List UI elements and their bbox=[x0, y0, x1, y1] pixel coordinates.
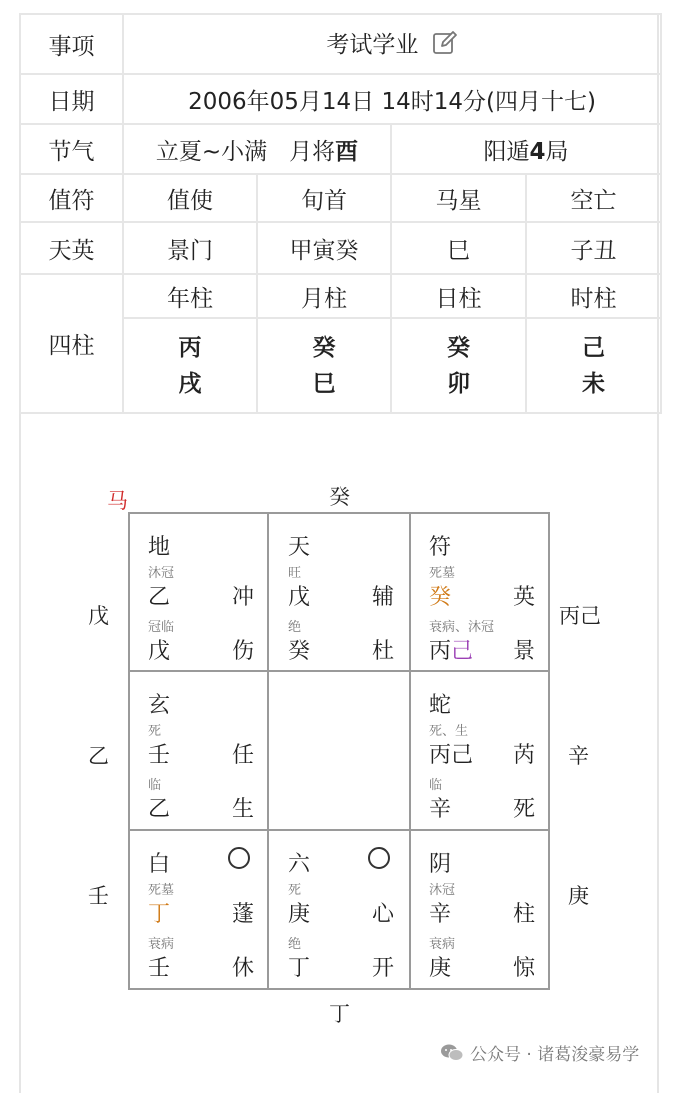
door-label: 伤 bbox=[231, 639, 254, 664]
star-label: 芮 bbox=[512, 743, 535, 768]
value-shixiang bbox=[123, 14, 661, 74]
ju-number: 4 bbox=[529, 138, 546, 165]
pillar-month bbox=[257, 318, 391, 413]
door-label: 生 bbox=[231, 797, 254, 822]
dir-left-middle: 乙 bbox=[88, 744, 109, 768]
label-shixiang: 事项 bbox=[20, 14, 123, 74]
pillar-stem: 己 bbox=[582, 334, 605, 361]
watermark-text: 公众号 · 诸葛浚豪易学 bbox=[470, 1045, 640, 1065]
value-zhishi: 景门 bbox=[123, 222, 257, 274]
heaven-stem: 庚 bbox=[288, 902, 311, 927]
earth-stem: 辛 bbox=[429, 797, 452, 822]
row-shixiang bbox=[20, 14, 661, 74]
pillar-branch: 戌 bbox=[178, 370, 202, 397]
pillar-year bbox=[123, 318, 257, 413]
pillar-stem: 癸 bbox=[447, 334, 470, 361]
earth-stem-a: 丙 bbox=[429, 639, 452, 664]
pillar-stem: 癸 bbox=[312, 334, 336, 361]
star-label: 蓬 bbox=[231, 902, 254, 927]
empty-circle-icon bbox=[228, 847, 250, 869]
ma-marker: 马 bbox=[107, 489, 128, 513]
status-label: 冠临 bbox=[148, 620, 175, 635]
header-maxing: 马星 bbox=[391, 174, 526, 222]
heaven-stem: 癸 bbox=[429, 585, 452, 610]
dir-right-middle: 辛 bbox=[568, 744, 589, 768]
value-xunshou: 甲寅癸 bbox=[257, 222, 391, 274]
label-sizhu: 四柱 bbox=[20, 274, 123, 413]
status-label: 死、生 bbox=[429, 724, 469, 739]
status-label: 死 bbox=[288, 883, 302, 898]
earth-stem: 壬 bbox=[148, 956, 171, 981]
pillar-day bbox=[391, 318, 526, 413]
door-label: 开 bbox=[371, 956, 394, 981]
dir-bottom: 丁 bbox=[329, 1002, 350, 1026]
header-shizhu: 时柱 bbox=[526, 274, 661, 318]
god-label: 玄 bbox=[148, 693, 171, 718]
door-label: 休 bbox=[231, 956, 254, 981]
value-jieqi bbox=[123, 124, 391, 174]
star-label: 柱 bbox=[512, 902, 535, 927]
status-label: 衰病 bbox=[429, 937, 456, 952]
jieqi-text: 立夏~小满 bbox=[155, 138, 268, 165]
star-label: 心 bbox=[371, 902, 394, 927]
pillar-stem: 丙 bbox=[178, 334, 202, 361]
yuejiang-value: 酉 bbox=[335, 138, 359, 165]
row-headers bbox=[20, 174, 661, 222]
star-label: 英 bbox=[512, 585, 535, 610]
row-values bbox=[20, 222, 661, 274]
info-table bbox=[19, 13, 662, 414]
earth-stem: 癸 bbox=[288, 639, 311, 664]
earth-stem-b: 己 bbox=[451, 639, 474, 664]
header-rizhu: 日柱 bbox=[391, 274, 526, 318]
header-nianzhu: 年柱 bbox=[123, 274, 257, 318]
pillar-branch: 卯 bbox=[447, 370, 470, 397]
heaven-stem: 壬 bbox=[148, 743, 171, 768]
god-label: 符 bbox=[429, 535, 452, 560]
heaven-stem: 戊 bbox=[288, 585, 311, 610]
status-label: 绝 bbox=[288, 937, 302, 952]
palace-w bbox=[130, 672, 268, 830]
label-riqi: 日期 bbox=[20, 74, 123, 124]
palace-sw bbox=[130, 831, 268, 989]
label-jieqi: 节气 bbox=[20, 124, 123, 174]
value-ju bbox=[391, 124, 661, 174]
header-yuezhu: 月柱 bbox=[257, 274, 391, 318]
pillar-branch: 巳 bbox=[312, 370, 336, 397]
value-riqi: 2006年05月14日 14时14分(四月十七) bbox=[123, 74, 661, 124]
door-label: 杜 bbox=[371, 639, 394, 664]
dir-left-upper: 戊 bbox=[88, 604, 109, 628]
status-label: 衰病、沐冠 bbox=[429, 620, 495, 635]
status-label: 沐冠 bbox=[148, 566, 175, 581]
heaven-stem: 丙己 bbox=[429, 743, 474, 768]
heaven-stem: 辛 bbox=[429, 902, 452, 927]
earth-stem: 乙 bbox=[148, 797, 171, 822]
empty-circle-icon bbox=[368, 847, 390, 869]
heaven-stem: 丁 bbox=[148, 902, 171, 927]
earth-stem: 庚 bbox=[429, 956, 452, 981]
status-label: 死墓 bbox=[429, 566, 456, 581]
god-label: 阴 bbox=[429, 852, 452, 877]
ju-suffix: 局 bbox=[545, 138, 569, 165]
ju-prefix: 阳遁 bbox=[483, 138, 530, 165]
earth-stem bbox=[429, 634, 473, 665]
door-label: 景 bbox=[512, 639, 535, 664]
god-label: 白 bbox=[148, 852, 171, 877]
row-pillar-headers bbox=[20, 274, 661, 318]
god-label: 地 bbox=[148, 535, 171, 560]
dir-top: 癸 bbox=[329, 485, 350, 509]
door-label: 死 bbox=[512, 797, 535, 822]
status-label: 临 bbox=[148, 778, 162, 793]
palace-ne bbox=[411, 514, 549, 672]
status-label: 临 bbox=[429, 778, 443, 793]
star-label: 辅 bbox=[371, 585, 394, 610]
palace-nw bbox=[130, 514, 268, 672]
palace-s bbox=[270, 831, 408, 989]
status-label: 死墓 bbox=[148, 883, 175, 898]
watermark bbox=[440, 1040, 639, 1065]
dir-left-lower: 壬 bbox=[88, 884, 109, 908]
status-label: 死 bbox=[148, 724, 162, 739]
status-label: 沐冠 bbox=[429, 883, 456, 898]
earth-stem: 戊 bbox=[148, 639, 171, 664]
edit-icon[interactable] bbox=[432, 30, 458, 62]
palace-n bbox=[270, 514, 408, 672]
star-label: 任 bbox=[231, 743, 254, 768]
god-label: 天 bbox=[288, 535, 311, 560]
star-label: 冲 bbox=[231, 585, 254, 610]
earth-stem: 丁 bbox=[288, 956, 311, 981]
status-label: 旺 bbox=[288, 566, 302, 581]
yuejiang-prefix: 月将 bbox=[289, 138, 336, 165]
header-kongwang: 空亡 bbox=[526, 174, 661, 222]
heaven-stem: 乙 bbox=[148, 585, 171, 610]
palace-se bbox=[411, 831, 549, 989]
header-zhishi: 值使 bbox=[123, 174, 257, 222]
status-label: 衰病 bbox=[148, 937, 175, 952]
status-label: 绝 bbox=[288, 620, 302, 635]
pillar-hour bbox=[526, 318, 661, 413]
header-xunshou: 旬首 bbox=[257, 174, 391, 222]
dir-right-lower: 庚 bbox=[568, 884, 589, 908]
god-label: 蛇 bbox=[429, 693, 452, 718]
row-jieqi bbox=[20, 124, 661, 174]
shixiang-text: 考试学业 bbox=[326, 32, 419, 59]
palace-e bbox=[411, 672, 549, 830]
door-label: 惊 bbox=[512, 956, 535, 981]
value-kongwang: 子丑 bbox=[526, 222, 661, 274]
value-zhifu: 天英 bbox=[20, 222, 123, 274]
pillar-branch: 未 bbox=[582, 370, 605, 397]
dir-right-upper: 丙己 bbox=[559, 604, 601, 628]
value-maxing: 巳 bbox=[391, 222, 526, 274]
god-label: 六 bbox=[288, 852, 311, 877]
header-zhifu: 值符 bbox=[20, 174, 123, 222]
row-riqi bbox=[20, 74, 661, 124]
wechat-icon bbox=[440, 1043, 464, 1063]
